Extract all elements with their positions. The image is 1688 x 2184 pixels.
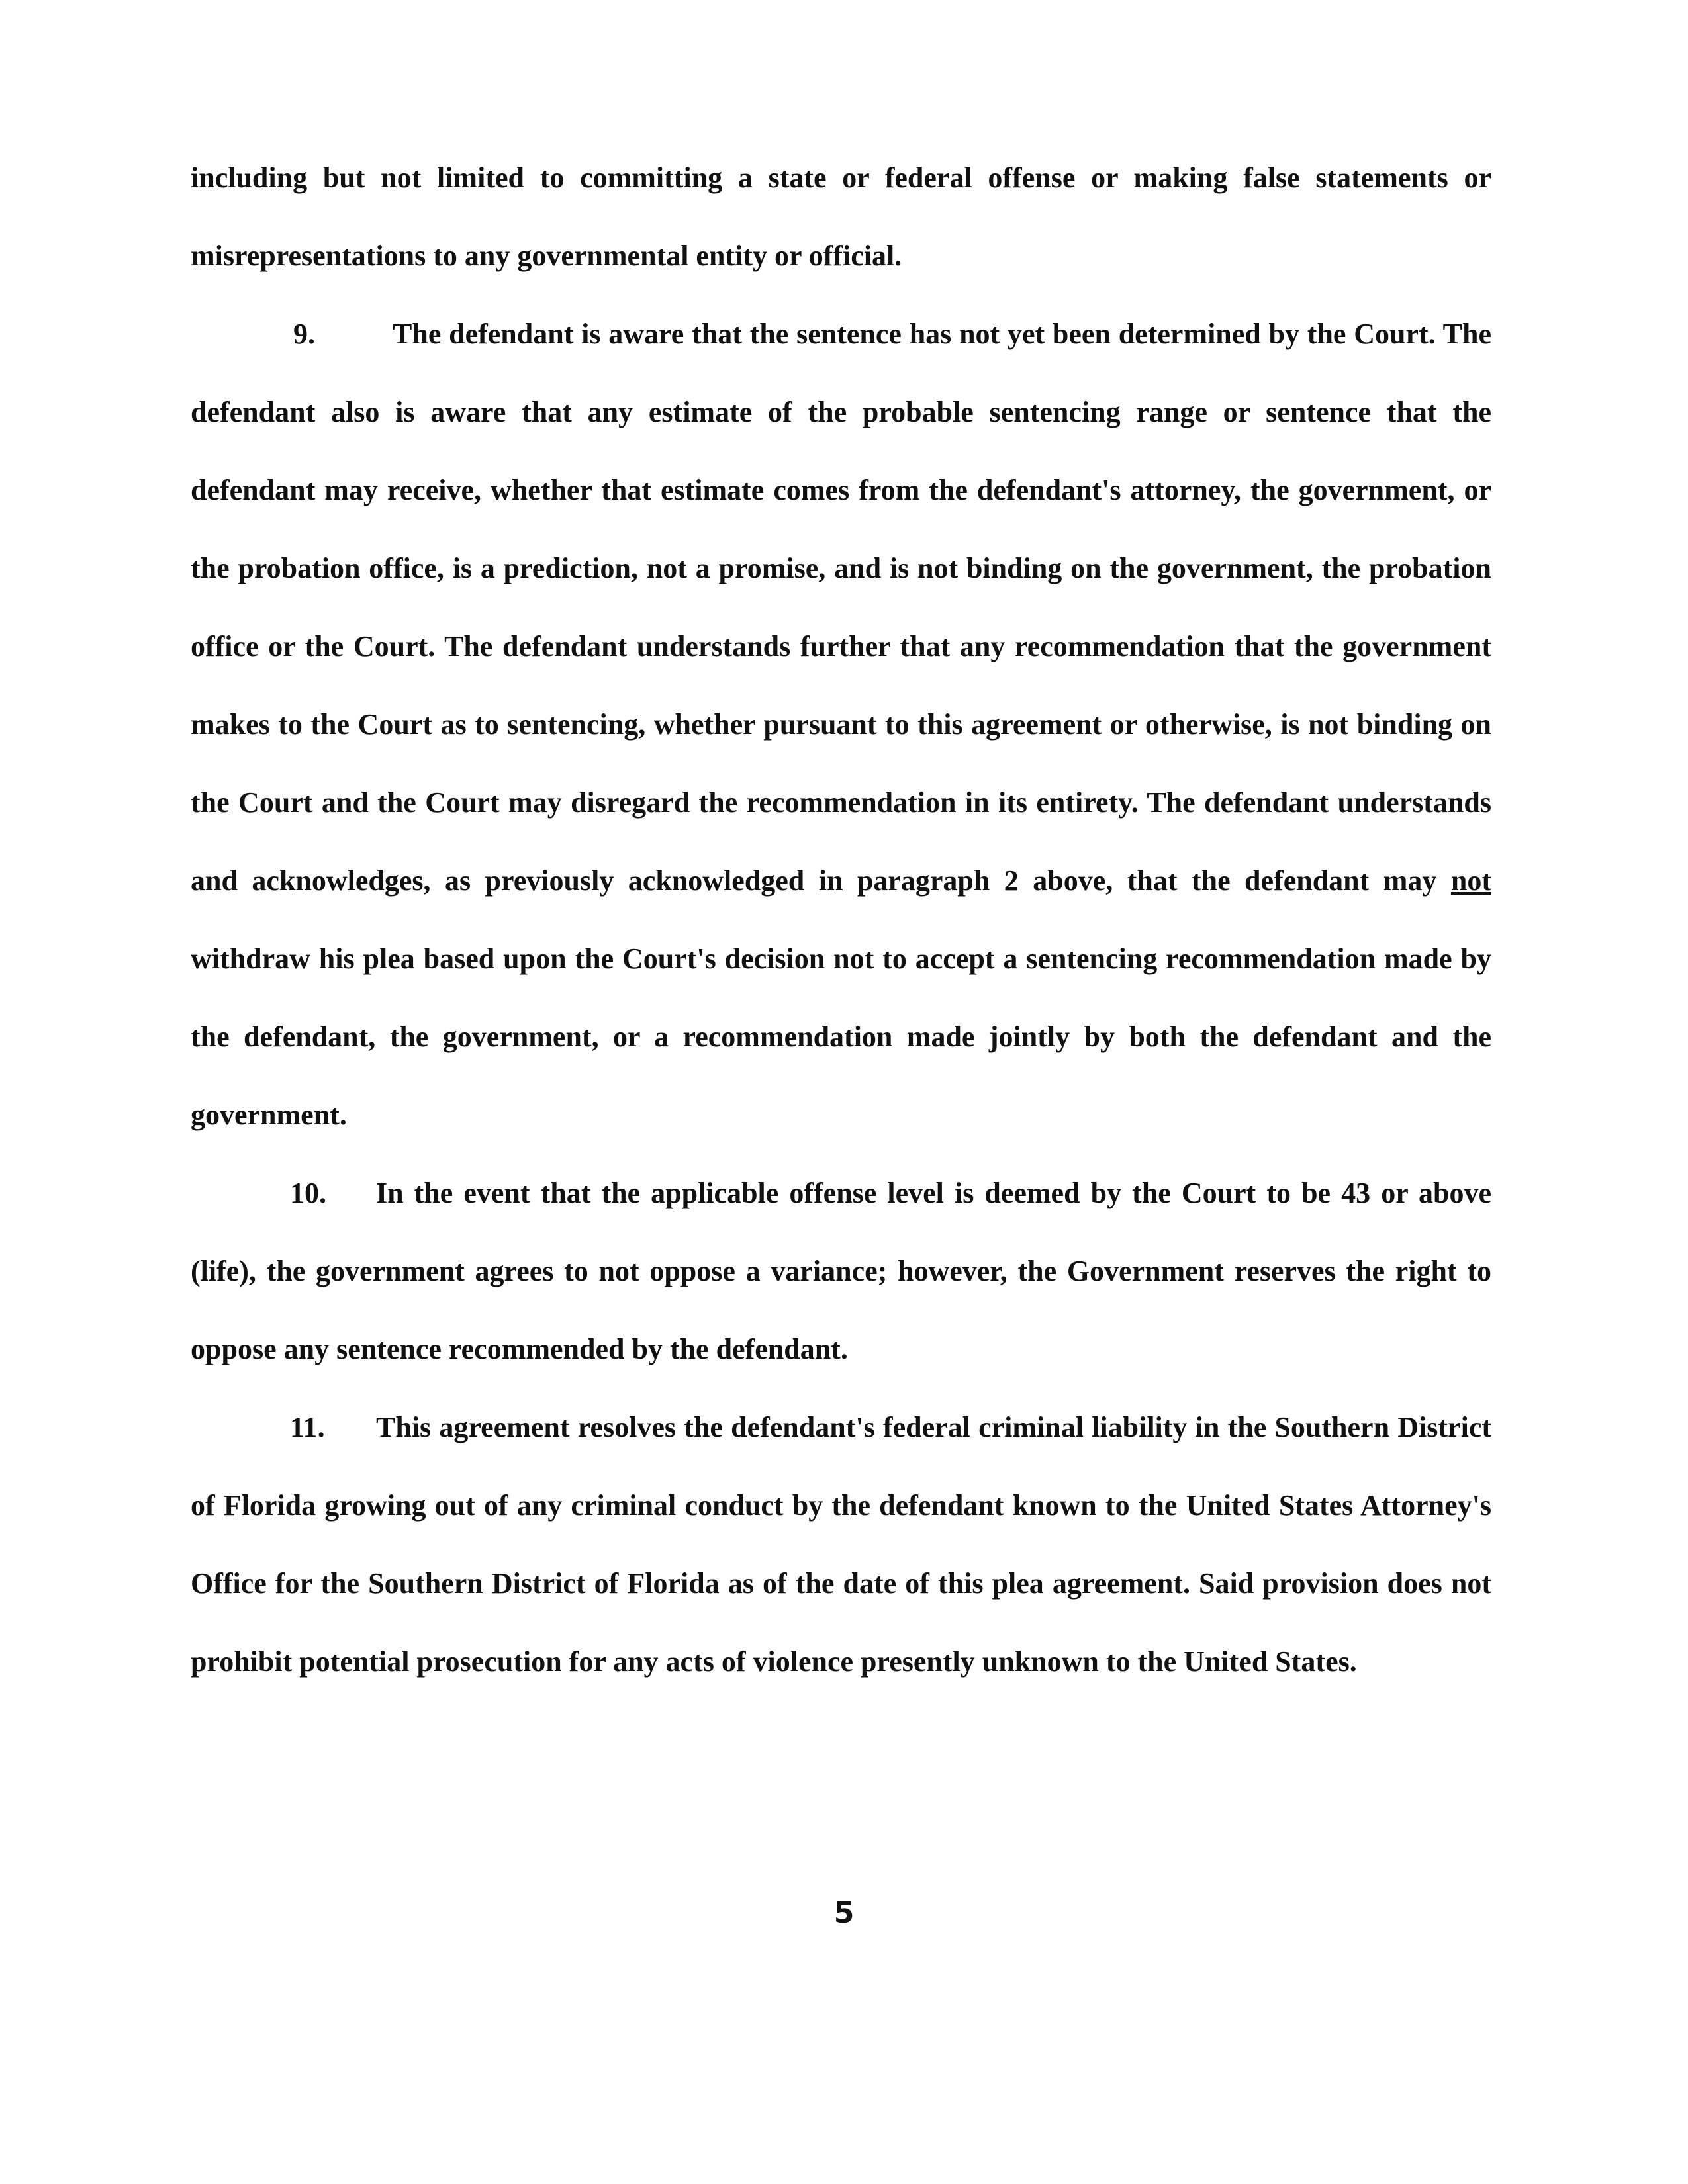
paragraph-10-number: 10.: [290, 1177, 326, 1209]
continuation-paragraph: [191, 139, 1491, 295]
paragraph-9-text-continued: withdraw his plea based upon the Court's decision not to accept a sentencing recommendation made by the defendant, the government, or a recommendation made jointly by both the defendant and the government.: [191, 942, 1491, 1131]
paragraph-10-text: In the event that the applicable offense level is deemed by the Court to be 43 or above (life), the government agrees to not oppose a variance; however, the Government reserves the right to oppose any sentence recommended by the defendant.: [191, 1177, 1491, 1365]
paragraph-9-underlined-word: not: [1450, 864, 1492, 897]
paragraph-10: [191, 1154, 1491, 1388]
paragraph-11: [191, 1388, 1491, 1701]
paragraph-9-number: 9.: [293, 318, 315, 350]
continuation-text: including but not limited to committing a state or federal offense or making false statements or misrepresentations to any governmental entity or official.: [191, 161, 1491, 272]
paragraph-11-number: 11.: [290, 1411, 325, 1443]
document-body: [191, 139, 1491, 1701]
paragraph-9: [191, 295, 1491, 1154]
page-number: 5: [833, 1896, 855, 1930]
paragraph-11-text: This agreement resolves the defendant's federal criminal liability in the Southern District of Florida growing out of any criminal conduct by the defendant known to the United States Attorney's Office for the Southern District of Florida as of the date of this plea agreement. Said provision does not prohibit potential prosecution for any acts of violence presently unknown to the United States.: [191, 1411, 1491, 1678]
paragraph-9-text: The defendant is aware that the sentence has not yet been determined by the Court. The defendant also is aware that any estimate of the probable sentencing range or sentence that the defendant may receive, whether that estimate comes from the defendant's attorney, the government, or the probation office, is a prediction, not a promise, and is not binding on the government, the probation office or the Court. The defendant understands further that any recommendation that the government makes to the Court as to sentencing, whether pursuant to this agreement or otherwise, is not binding on the Court and the Court may disregard the recommendation in its entirety. The defendant understands and acknowledges, as previously acknowledged in paragraph 2 above, that the defendant may: [191, 318, 1491, 897]
